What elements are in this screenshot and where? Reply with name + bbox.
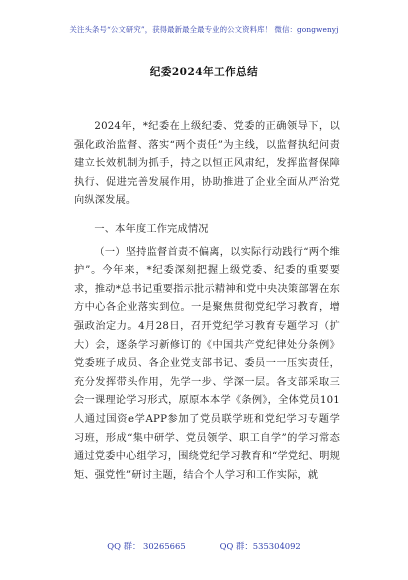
section-heading: 一、本年度工作完成情况 xyxy=(94,223,209,235)
document-body xyxy=(74,118,340,485)
footer-qq-group-2: QQ 群：535304092 xyxy=(219,541,301,551)
promo-banner: 关注头条号“公文研究”，获得最新最全最专业的公文资料库！ 微信：gongwenyj xyxy=(69,25,339,34)
body-paragraph: （一）坚持监督首责不偏离，以实际行动践行“两个维护”。今年来，*纪委深刻把握上级党委、纪委的重要要求，推动*总书记重要指示批示精神和党中央决策部署在东方中心各企业落实到位。一是聚焦贯彻党纪学习教育，增强政治定力。4月28日，召开党纪学习教育专题学习（扩大）会，逐条学习新修订的《中国共产党纪律处分条例》党委班子成员、各企业党支部书记、委员一一压实责任，充分发挥带头作用，先学一步、学深一层。各支部采取三会一课理论学习形式，原原本本学《条例》，全体党员101人通过国资e学APP参加了党员联学班和党纪学习专题学习班，形成“集中研学、党员领学、职工自学”的学习常态通过党委中心组学习，围绕党纪学习教育和“学党纪、明规矩、强党性”研讨主题，结合个人学习和工作实际，就 xyxy=(74,246,340,481)
footer-contacts xyxy=(0,540,408,552)
document-title: 纪委2024年工作总结 xyxy=(149,66,259,78)
intro-paragraph: 2024年，*纪委在上级纪委、党委的正确领导下，以强化政治监督、落实“两个责任”为主线，以监督执纪问责建立长效机制为抓手，持之以恒正风肃纪，发挥监督保障执行、促进完善发展作用，协助推进了企业全面从严治党向纵深发展。 xyxy=(74,121,340,207)
footer-qq-group-1: QQ 群： 30265665 xyxy=(107,541,186,551)
